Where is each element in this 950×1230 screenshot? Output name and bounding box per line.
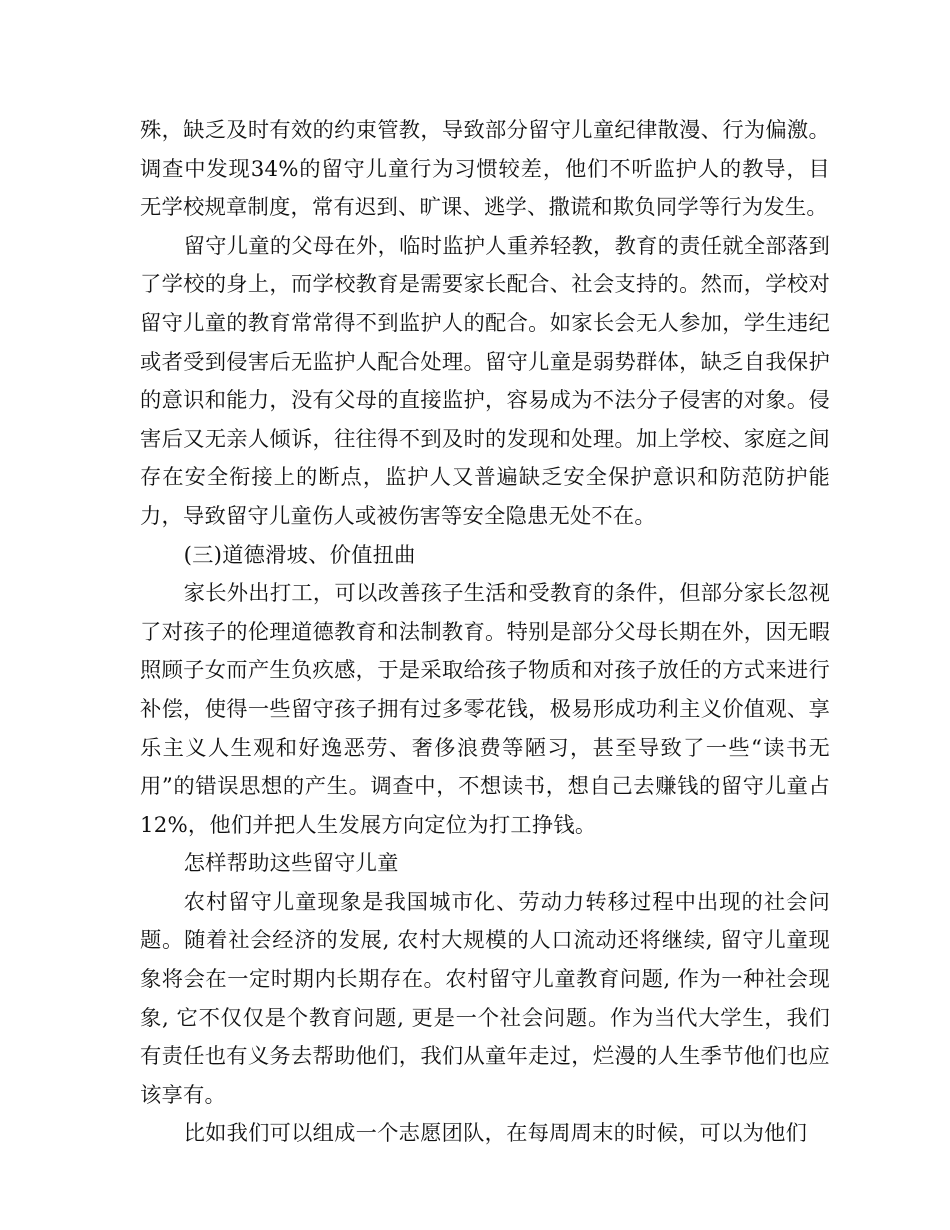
paragraph-guardian-responsibility: 留守儿童的父母在外，临时监护人重养轻教，教育的责任就全部落到了学校的身上，而学校教育是需要家长配合、社会支持的。然而，学校对留守儿童的教育常常得不到监护人的配合。如家长会无人参加，学生违纪或者受到侵害后无监护人配合处理。留守儿童是弱势群体，缺乏自我保护的意识和能力，没有父母的直接监护，容易成为不法分子侵害的对象。侵害后又无亲人倾诉，往往得不到及时的发现和处理。加上学校、家庭之间存在安全衔接上的断点，监护人又普遍缺乏安全保护意识和防范防护能力，导致留守儿童伤人或被伤害等安全隐患无处不在。 bbox=[140, 233, 830, 529]
document-page bbox=[140, 112, 830, 1154]
paragraph-moral-education: 家长外出打工，可以改善孩子生活和受教育的条件，但部分家长忽视了对孩子的伦理道德教育和法制教育。特别是部分父母长期在外，因无暇照顾子女而产生负疚感，于是采取给孩子物质和对孩子放任的方式来进行补偿，使得一些留守孩子拥有过多零花钱，极易形成功利主义价值观、享乐主义人生观和好逸恶劳、奢侈浪费等陋习，甚至导致了一些“读书无用”的错误思想的产生。调查中，不想读书，想自己去赚钱的留守儿童占12%，他们并把人生发展方向定位为打工挣钱。 bbox=[140, 581, 830, 838]
paragraph-social-issue: 农村留守儿童现象是我国城市化、劳动力转移过程中出现的社会问题。随着社会经济的发展, 农村大规模的人口流动还将继续, 留守儿童现象将会在一定时期内长期存在。农村留守儿童教育问题, 作为一种社会现象, 它不仅仅是个教育问题, 更是一个社会问题。作为当代大学生，我们有责任也有义务去帮助他们，我们从童年走过，烂漫的人生季节他们也应该享有。 bbox=[140, 889, 830, 1108]
section-heading-moral-decline: (三)道德滑坡、价值扭曲 bbox=[183, 542, 416, 568]
paragraph-continuation: 殊，缺乏及时有效的约束管教，导致部分留守儿童纪律散漫、行为偏激。调查中发现34%的留守儿童行为习惯较差，他们不听监护人的教导，目无学校规章制度，常有迟到、旷课、逃学、撒谎和欺负同学等行为发生。 bbox=[140, 118, 830, 221]
paragraph-volunteer-team: 比如我们可以组成一个志愿团队，在每周周末的时候，可以为他们 bbox=[183, 1121, 808, 1147]
section-heading-how-to-help: 怎样帮助这些留守儿童 bbox=[183, 851, 399, 877]
